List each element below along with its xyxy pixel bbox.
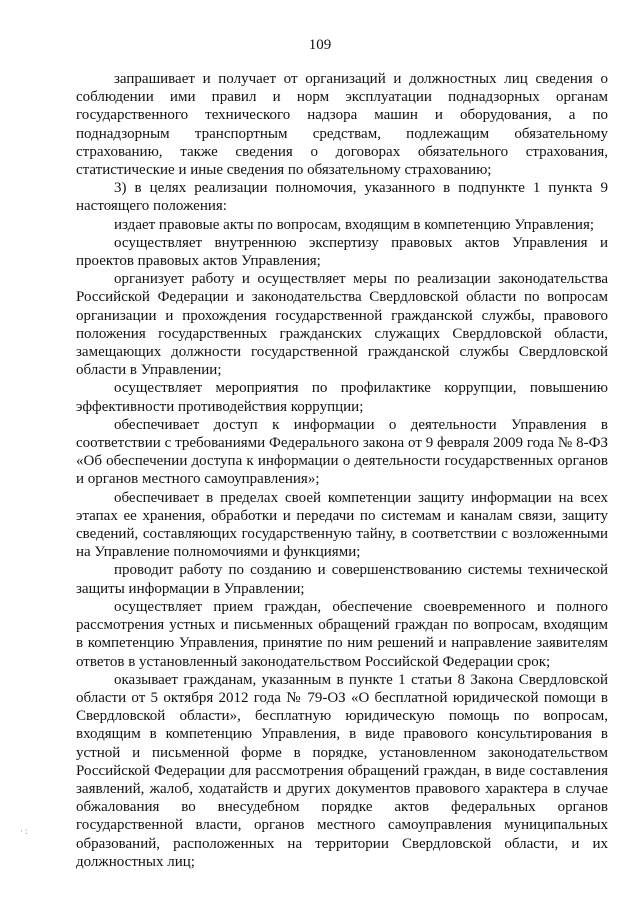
paragraph-3: издает правовые акты по вопросам, входящим в компетенцию Управления; [114,216,595,233]
document-body [76,70,608,871]
paragraph-2: 3) в целях реализации полномочия, указанного в подпункте 1 пункта 9 настоящего положения: [76,180,608,215]
paragraph-6: осуществляет мероприятия по профилактике коррупции, повышению эффективности противодействия коррупции; [76,380,608,415]
paragraph-7: обеспечивает доступ к информации о деятельности Управления в соответствии с требованиями Федерального закона от 9 февраля 2009 года № 8-ФЗ «Об обеспечении доступа к информации о деятельности государственных органов и органов местного самоуправления»; [76,416,608,488]
paragraph-5: организует работу и осуществляет меры по реализации законодательства Российской Федерации и законодательства Свердловской области по вопросам организации и прохождения государственной гражданской службы, правового положения государственных гражданских служащих Свердловской области, замещающих должности государственной гражданской службы Свердловской области в Управлении; [76,271,608,379]
paragraph-8: обеспечивает в пределах своей компетенции защиту информации на всех этапах ее хранения, обработки и передачи по системам и каналам связи, защиту сведений, составляющих государственную тайну, в соответствии с возложенными на Управление полномочиями и функциями; [76,489,608,561]
scan-artifact-mark: ·: [20,826,30,836]
paragraph-1: запрашивает и получает от организаций и должностных лиц сведения о соблюдении ими правил и норм эксплуатации поднадзорных органам государственного технического надзора машин и оборудования, а по поднадзорным транспортным средствам, подлежащим обязательному страхованию, также сведения о договорах обязательного страхования, статистические и иные сведения по обязательному страхованию; [76,71,608,179]
paragraph-4: осуществляет внутреннюю экспертизу правовых актов Управления и проектов правовых актов Управления; [76,234,608,270]
paragraph-9: проводит работу по созданию и совершенствованию системы технической защиты информации в Управлении; [76,562,608,597]
paragraph-11: оказывает гражданам, указанным в пункте 1 статьи 8 Закона Свердловской области от 5 октября 2012 года № 79-ОЗ «О бесплатной юридической помощи в Свердловской области», бесплатную юридическую помощь по вопросам, входящим в компетенцию Управления, в виде правового консультирования в устной и письменной форме в порядке, установленном законодательством Российской Федерации для рассмотрения обращений граждан, в виде составления заявлений, жалоб, ходатайств и других документов правового характера в случае обжалования во внесудебном порядке актов федеральных органов государственной власти, органов местного самоуправления муниципальных образований, расположенных на территории Свердловской области, и их должностных лиц; [76,671,608,870]
page-number: 109 [308,37,332,53]
paragraph-10: осуществляет прием граждан, обеспечение своевременного и полного рассмотрения устных и письменных обращений граждан по вопросам, входящим в компетенцию Управления, принятие по ним решений и направление заявителям ответов в установленный законодательством Российской Федерации срок; [76,598,608,670]
